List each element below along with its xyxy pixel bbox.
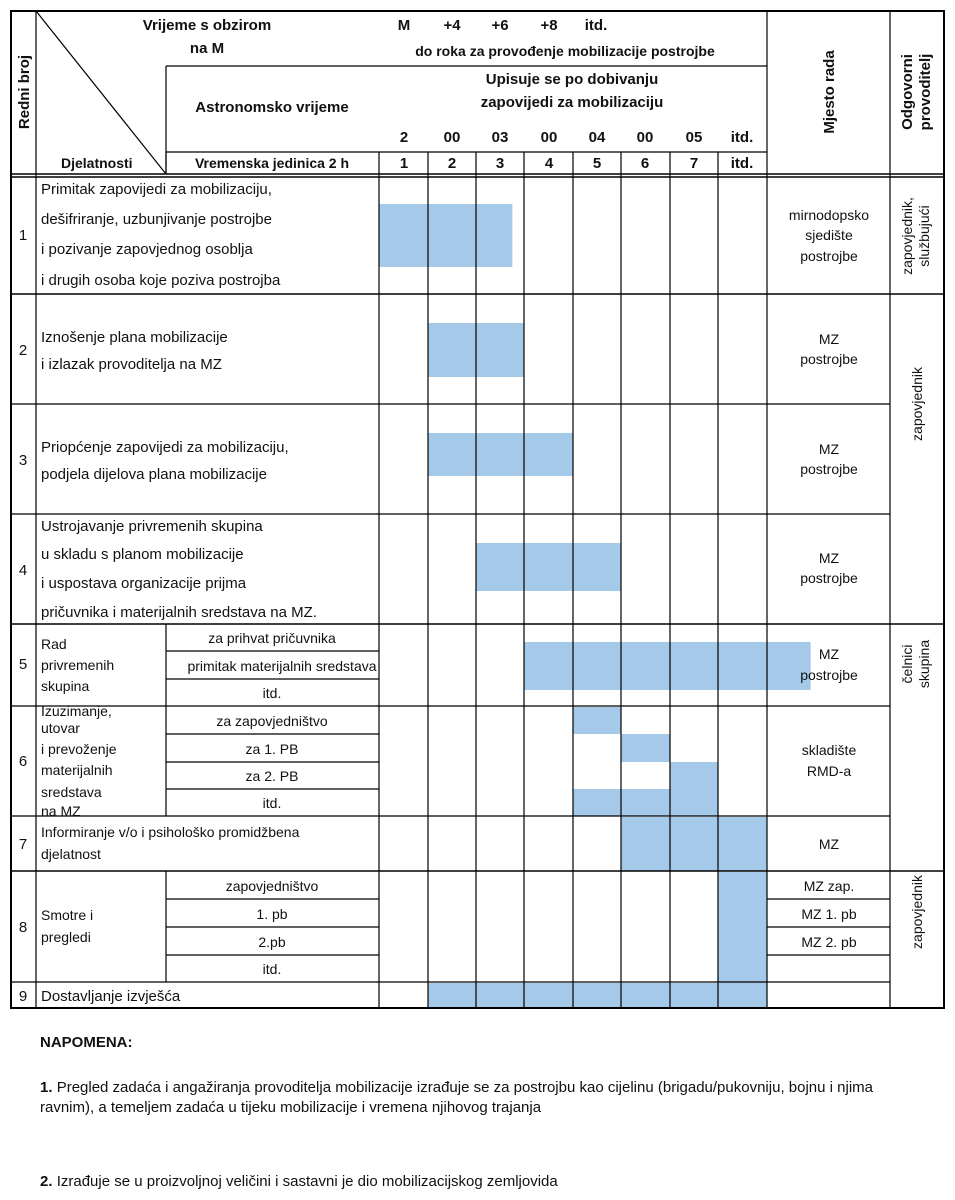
activity-text: i prevoženje <box>41 741 117 757</box>
astro-time: itd. <box>730 129 754 146</box>
schedule-bar <box>525 642 811 690</box>
header-vrijeme: Vrijeme s obzirom <box>142 17 272 34</box>
activity-text: Primitak zapovijedi za mobilizaciju, <box>41 181 272 198</box>
sub-activity: za zapovjedništvo <box>216 713 328 729</box>
responsible-person: službujući <box>916 205 932 267</box>
astro-time: 00 <box>443 129 461 146</box>
header-m-offset: itd. <box>584 17 608 34</box>
row-number: 7 <box>18 836 28 853</box>
activity-text: u skladu s planom mobilizacije <box>41 546 244 563</box>
work-place: postrojbe <box>800 351 858 367</box>
work-place: postrojbe <box>800 461 858 477</box>
time-unit: 4 <box>544 155 554 172</box>
row-number: 5 <box>18 656 28 673</box>
activity-text: i pozivanje zapovjednog osoblja <box>41 241 253 258</box>
header-redni-broj: Redni broj <box>16 54 33 130</box>
table-grid <box>11 11 944 1008</box>
sub-activity: itd. <box>262 795 282 811</box>
activity-text: pričuvnika i materijalnih sredstava na MZ. <box>41 604 317 621</box>
activity-text: Iznošenje plana mobilizacije <box>41 329 228 346</box>
work-place: MZ <box>818 550 840 566</box>
header-mjesto-rada: Mjesto rada <box>821 50 838 134</box>
note-2 <box>40 1172 900 1192</box>
activity-text: djelatnost <box>41 846 101 862</box>
schedule-bar <box>428 983 768 1008</box>
schedule-bar <box>573 789 719 816</box>
header-upisuje-1: Upisuje se po dobivanju <box>485 71 659 88</box>
activity-text: podjela dijelova plana mobilizacije <box>41 466 267 483</box>
time-unit: 5 <box>592 155 602 172</box>
activity-text: Rad <box>41 636 67 652</box>
row-number: 9 <box>18 988 28 1005</box>
schedule-bar <box>476 543 622 591</box>
header-m-offset: +6 <box>491 17 509 34</box>
header-na-m: na M <box>189 40 225 57</box>
note-2-number: 2. <box>40 1173 53 1190</box>
astro-time: 00 <box>636 129 654 146</box>
responsible-person: čelnici <box>899 644 915 684</box>
note-1 <box>40 1078 900 1118</box>
notes-title: NAPOMENA: <box>40 1034 133 1051</box>
activity-text: privremenih <box>41 657 115 673</box>
responsible-person: zapovjednik <box>909 875 925 949</box>
sub-activity: 1. pb <box>256 906 288 922</box>
astro-time: 2 <box>399 129 409 146</box>
schedule-bar <box>622 817 768 871</box>
header-m-offset: +8 <box>540 17 558 34</box>
activity-text: Ustrojavanje privremenih skupina <box>41 518 263 535</box>
sub-activity: primitak materijalnih sredstava <box>187 658 377 674</box>
header-m-offset: M <box>397 17 411 34</box>
work-place: postrojbe <box>800 570 858 586</box>
note-1-text: Pregled zadaća i angažiranja provoditelja mobilizacije izrađuje se za postrojbu kao cijelinu (brigadu/pukovniju, bojnu i njima ravnim), a temeljem zadaća u tijeku mobilizacije i vremena njihovog trajanja <box>40 1079 873 1116</box>
time-unit: 3 <box>495 155 505 172</box>
sub-activity: za prihvat pričuvnika <box>208 630 336 646</box>
note-1-number: 1. <box>40 1079 53 1096</box>
activity-text: Izuzimanje, <box>41 703 112 719</box>
header-djelatnosti: Djelatnosti <box>61 155 133 171</box>
header-m-offset: +4 <box>443 17 461 34</box>
work-place: MZ <box>818 441 840 457</box>
work-place: skladište <box>801 742 857 758</box>
activity-text: pregledi <box>41 929 91 945</box>
activity-text: skupina <box>41 678 90 694</box>
header-astronomsko: Astronomsko vrijeme <box>195 99 349 116</box>
responsible-person: zapovjednik <box>909 367 925 441</box>
time-unit: 2 <box>447 155 457 172</box>
schedule-bar <box>428 433 574 476</box>
time-unit: 7 <box>689 155 699 172</box>
activity-text: dešifriranje, uzbunjivanje postrojbe <box>41 211 272 228</box>
activity-text: Dostavljanje izvješća <box>41 988 181 1005</box>
work-place: MZ <box>818 836 840 852</box>
row-number: 3 <box>18 452 28 469</box>
notes-section <box>40 1033 900 1053</box>
table-header <box>16 17 934 172</box>
activity-text: Informiranje v/o i psihološko promidžbena <box>41 824 300 840</box>
time-unit: 6 <box>640 155 650 172</box>
work-place: postrojbe <box>800 248 858 264</box>
sub-activity: itd. <box>262 961 282 977</box>
note-2-text: Izrađuje se u proizvoljnoj veličini i sastavni je dio mobilizacijskog zemljovida <box>56 1173 558 1190</box>
schedule-bars <box>379 204 811 1008</box>
sub-activity: 2.pb <box>258 934 286 950</box>
work-place: mirnodopsko <box>788 207 870 223</box>
astro-time: 05 <box>685 129 703 146</box>
sub-activity: itd. <box>262 685 282 701</box>
time-unit: itd. <box>730 155 754 172</box>
work-place: postrojbe <box>800 667 858 683</box>
schedule-bar <box>379 204 512 267</box>
sub-activity: za 1. PB <box>245 741 299 757</box>
astro-time: 04 <box>588 129 606 146</box>
sub-activity: za 2. PB <box>245 768 299 784</box>
activity-text: Priopćenje zapovijedi za mobilizaciju, <box>41 439 289 456</box>
work-place: MZ 1. pb <box>801 906 857 922</box>
header-vremenska-jedinica: Vremenska jedinica 2 h <box>194 155 350 171</box>
row-number: 8 <box>18 919 28 936</box>
schedule-bar <box>622 734 671 762</box>
activity-text: i drugih osoba koje poziva postrojba <box>41 272 281 289</box>
activity-text: materijalnih <box>41 762 113 778</box>
activity-text: na MZ <box>41 803 81 819</box>
activity-text: sredstava <box>41 784 102 800</box>
responsible-person: zapovjednik, <box>899 197 915 275</box>
work-place: sjedište <box>805 227 853 243</box>
work-place: RMD-a <box>806 763 852 779</box>
header-do-roka: do roka za provođenje mobilizacije postrojbe <box>415 43 715 59</box>
work-place: MZ <box>818 331 840 347</box>
row-number: 1 <box>18 227 28 244</box>
astro-time: 00 <box>540 129 558 146</box>
row-number: 2 <box>18 342 28 359</box>
responsible-person: skupina <box>916 639 932 689</box>
activity-text: i uspostava organizacije prijma <box>41 575 247 592</box>
row-number: 4 <box>18 562 28 579</box>
work-place: MZ zap. <box>803 878 855 894</box>
activity-text: i izlazak provoditelja na MZ <box>41 356 222 373</box>
work-place: MZ <box>818 646 840 662</box>
row-number: 6 <box>18 753 28 770</box>
astro-time: 03 <box>491 129 509 146</box>
activity-text: utovar <box>41 720 80 736</box>
sub-activity: zapovjedništvo <box>225 878 319 894</box>
header-provoditelj: provoditelj <box>917 53 934 131</box>
header-upisuje-2: zapovijedi za mobilizaciju <box>480 94 664 111</box>
schedule-bar <box>573 707 622 734</box>
activity-text: Smotre i <box>41 907 94 923</box>
time-unit: 1 <box>399 155 409 172</box>
header-odgovorni: Odgovorni <box>899 54 916 130</box>
work-place: MZ 2. pb <box>801 934 857 950</box>
